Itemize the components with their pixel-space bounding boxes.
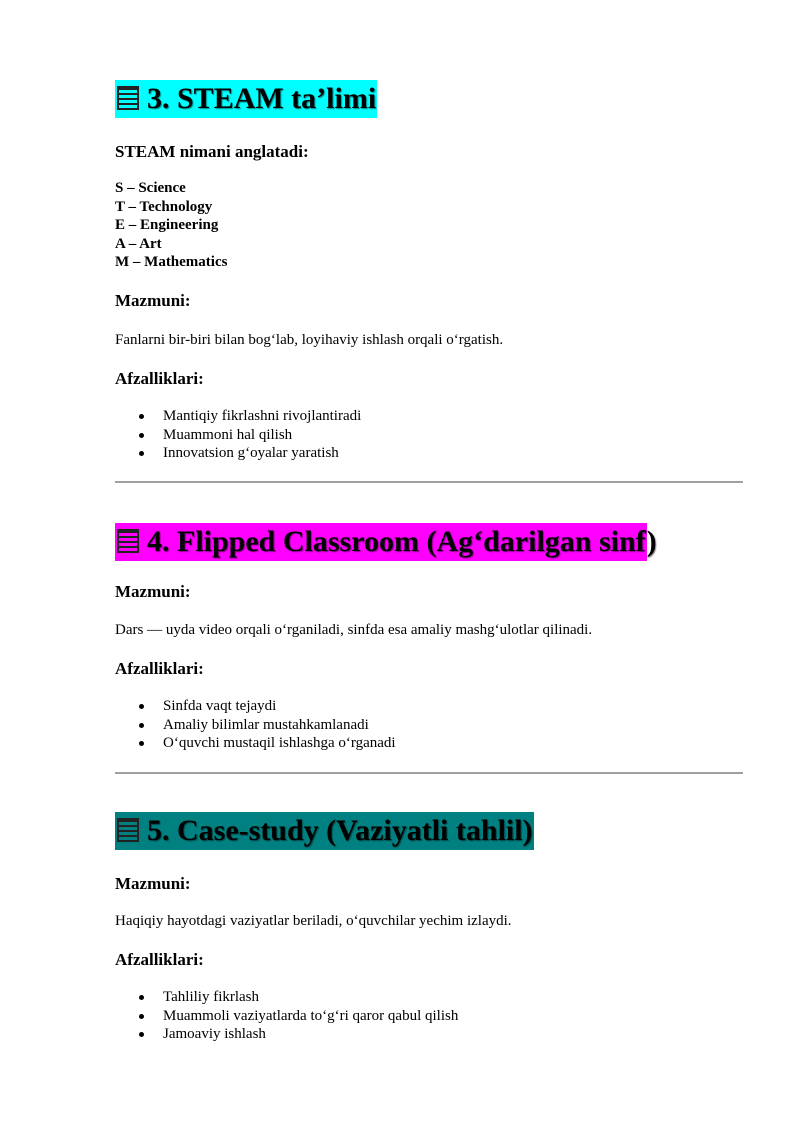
section-title [115, 812, 534, 850]
title-tail: ) [646, 525, 657, 558]
list-item: Tahliliy fikrlash [115, 988, 458, 1007]
advantages-heading: Afzalliklari: [115, 950, 204, 969]
title-text: 3. STEAM ta’limi [147, 82, 377, 115]
list-box-icon [117, 86, 139, 110]
list-item: E – Engineering [115, 217, 219, 234]
list-box-icon [117, 529, 139, 553]
section-steam [115, 80, 743, 118]
list-item: Muammoli vaziyatlarda to‘g‘ri qaror qabul qilish [115, 1007, 458, 1026]
list-item: Mantiqiy fikrlashni rivojlantiradi [115, 407, 361, 426]
steam-heading: STEAM nimani anglatadi: [115, 142, 309, 161]
list-item: S – Science [115, 180, 186, 196]
title-text: 5. Case-study (Vaziyatli tahlil) [147, 814, 533, 847]
list-item: O‘quvchi mustaqil ishlashga o‘rganadi [115, 734, 396, 753]
section-divider [115, 481, 743, 483]
content-heading: Mazmuni: [115, 582, 191, 601]
section-flipped-classroom [115, 523, 743, 561]
advantages-list [115, 988, 458, 1044]
steam-acronym-list [115, 179, 227, 272]
list-item: Jamoaviy ishlash [115, 1025, 458, 1044]
content-heading: Mazmuni: [115, 874, 191, 893]
list-item: M – Mathematics [115, 254, 228, 271]
content-text: Fanlarni bir-biri bilan bog‘lab, loyihaviy ishlash orqali o‘rgatish. [115, 332, 504, 348]
list-item: Muammoni hal qilish [115, 426, 361, 445]
title-highlight [115, 523, 647, 561]
list-box-icon [117, 818, 139, 842]
title-highlight [115, 80, 377, 118]
list-item: Sinfda vaqt tejaydi [115, 697, 396, 716]
content-heading: Mazmuni: [115, 291, 191, 310]
list-item: T – Technology [115, 198, 213, 215]
advantages-list [115, 407, 361, 463]
advantages-heading: Afzalliklari: [115, 369, 204, 388]
section-title [115, 80, 377, 118]
title-highlight [115, 812, 534, 850]
content-text: Dars — uyda video orqali o‘rganiladi, sinfda esa amaliy mashg‘ulotlar qilinadi. [115, 622, 593, 638]
content-text: Haqiqiy hayotdagi vaziyatlar beriladi, o‘quvchilar yechim izlaydi. [115, 913, 512, 929]
list-item: A – Art [115, 235, 162, 252]
title-text: 4. Flipped Classroom (Ag‘darilgan sinf [147, 525, 646, 558]
advantages-heading: Afzalliklari: [115, 659, 204, 678]
section-title [115, 523, 657, 561]
list-item: Amaliy bilimlar mustahkamlanadi [115, 716, 396, 735]
list-item: Innovatsion g‘oyalar yaratish [115, 444, 361, 463]
section-divider [115, 772, 743, 774]
section-case-study [115, 812, 743, 850]
advantages-list [115, 697, 396, 753]
